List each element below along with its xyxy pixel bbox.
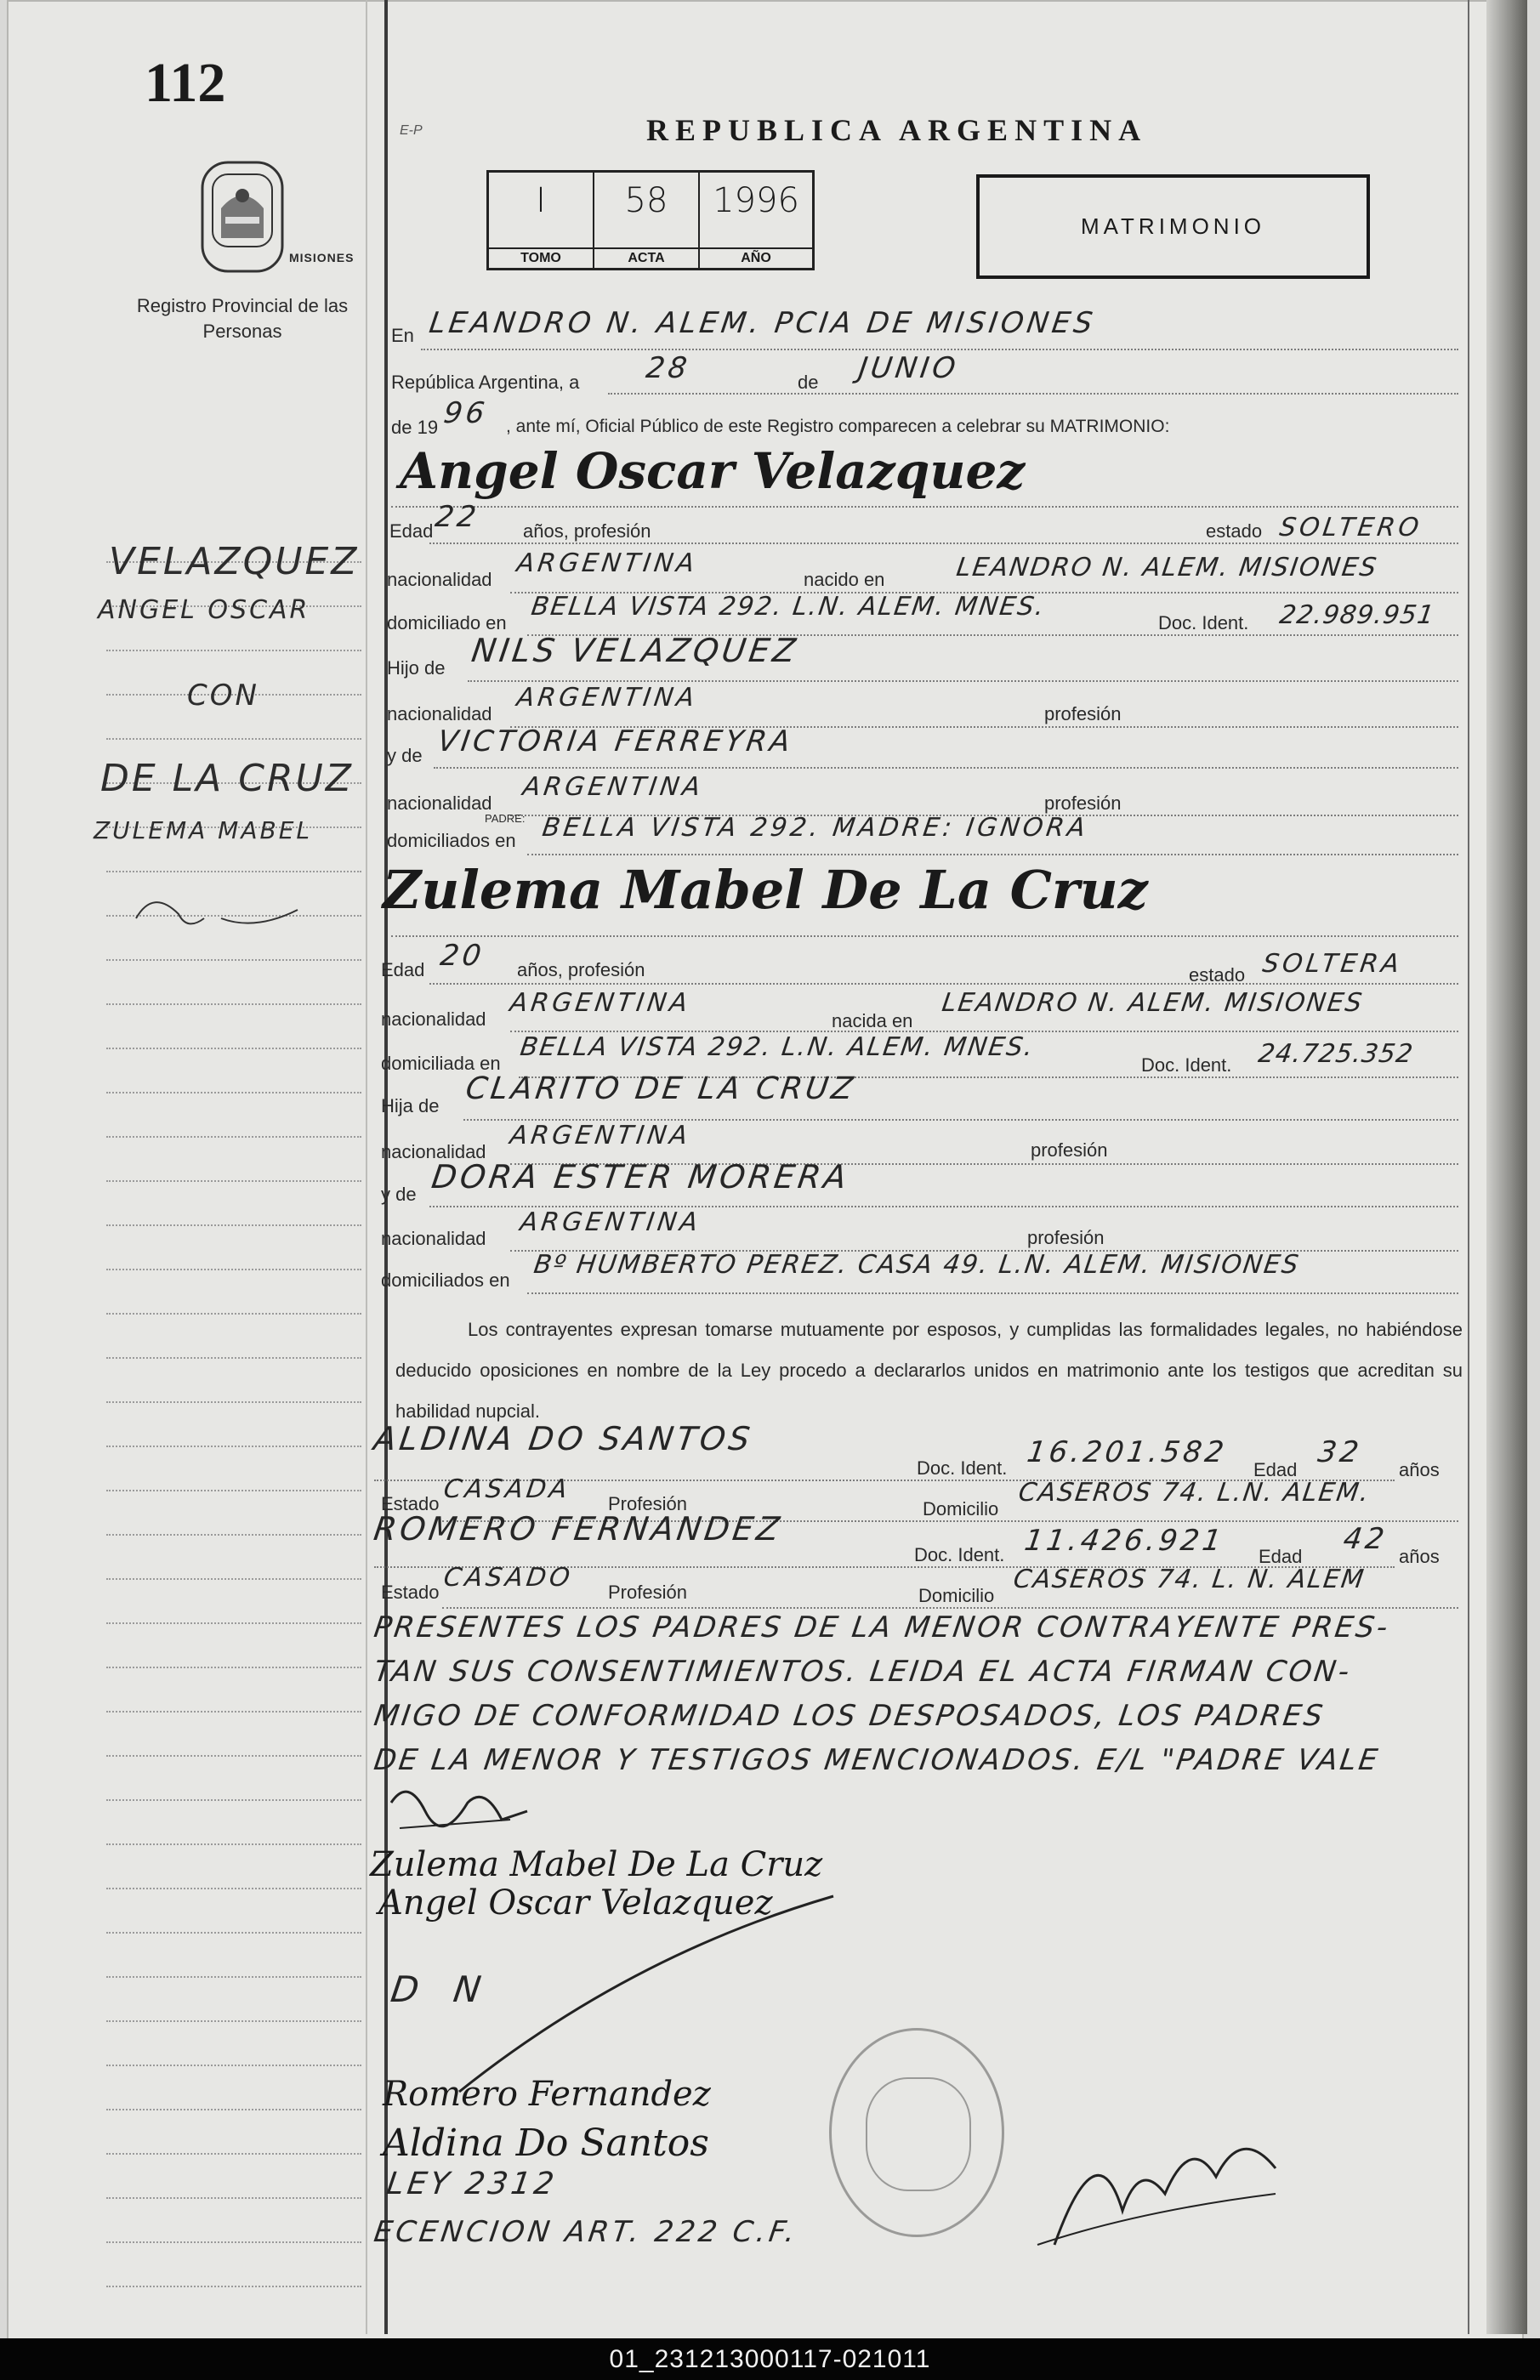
bride-nacionalidad: ARGENTINA (508, 988, 693, 1018)
margin-line (106, 1180, 361, 1182)
margin-line (106, 2197, 361, 2199)
witness2-domicilio-label: Domicilio (918, 1585, 995, 1606)
record-type: MATRIMONIO (1080, 213, 1266, 239)
margin-line (106, 2153, 361, 2155)
margin-line (106, 1048, 361, 1049)
witness2-anos-label: años (1399, 1546, 1440, 1567)
groom-mother-prof-label: profesión (1044, 792, 1122, 814)
witness1-doc: 16.201.582 (1025, 1435, 1230, 1469)
groom-nacido-label: nacido en (804, 569, 885, 590)
bride-anos-label: años, profesión (517, 959, 645, 980)
margin-flourish (128, 884, 332, 944)
margin-line (106, 1976, 361, 1978)
bride-edad: 20 (438, 939, 487, 973)
bride-mother-nac-label: nacionalidad (381, 1228, 486, 1249)
witness1-profesion-label: Profesión (608, 1493, 687, 1514)
groom-domicilio: BELLA VISTA 292. L.N. ALEM. MNES. (529, 592, 1048, 622)
bride-father-nac: ARGENTINA (508, 1121, 693, 1150)
margin-line (106, 1667, 361, 1668)
dotted-line (429, 983, 1458, 985)
bride-estado: SOLTERA (1260, 949, 1405, 979)
seal-label: MISIONES (289, 251, 355, 264)
margin-line (106, 1490, 361, 1491)
acta-value: 58 (624, 181, 668, 220)
groom-nacido: LEANDRO N. ALEM. MISIONES (954, 553, 1380, 582)
witness1-signature: Romero Fernandez (383, 2075, 711, 2114)
groom-doc-label: Doc. Ident. (1158, 612, 1249, 633)
dotted-line (527, 854, 1458, 855)
en-label: En (391, 325, 414, 346)
margin-line (106, 738, 361, 740)
witness1-estado-label: Estado (381, 1493, 440, 1514)
margin-line (106, 1843, 361, 1845)
acta-cell (594, 173, 700, 268)
witness1-domicilio-label: Domicilio (923, 1498, 999, 1519)
margin-line (106, 1799, 361, 1801)
margin-line (106, 2286, 361, 2287)
dotted-line (391, 935, 1458, 937)
dotted-line (468, 680, 1458, 682)
right-rule (1468, 0, 1469, 2334)
year-prefix: de 19 (391, 417, 439, 438)
margin-line (106, 1888, 361, 1889)
record-type-box (976, 174, 1370, 279)
bride-hija-label: Hija de (381, 1095, 440, 1116)
margin-line (106, 1534, 361, 1536)
tomo-label: TOMO (489, 247, 593, 268)
margin-surname-1: VELAZQUEZ (109, 540, 360, 583)
groom-parents-dom: BELLA VISTA 292. MADRE: IGNORA (540, 813, 1091, 843)
padre-note: PADRE: (485, 812, 526, 825)
official-stamp-icon (829, 2028, 1004, 2237)
margin-line (106, 1932, 361, 1934)
tomo-value: I (536, 181, 546, 220)
groom-hijo-label: Hijo de (387, 657, 446, 679)
bride-doc: 24.725.352 (1256, 1039, 1416, 1069)
margin-line (106, 2241, 361, 2243)
witness1-edad-label: Edad (1253, 1459, 1298, 1480)
bride-doc-label: Doc. Ident. (1141, 1054, 1232, 1076)
dotted-line (434, 767, 1458, 769)
groom-mother: VICTORIA FERREYRA (435, 724, 796, 758)
note-line-4: DE LA MENOR Y TESTIGOS MENCIONADOS. E/L "PADRE VALE (372, 1743, 1383, 1777)
signature-line-1: Zulema Mabel De La Cruz (370, 1845, 823, 1884)
stamp-inner (866, 2077, 971, 2191)
opening-place: LEANDRO N. ALEM. PCIA DE MISIONES (427, 306, 1099, 340)
margin-line (106, 1092, 361, 1093)
country-heading: REPUBLICA ARGENTINA (646, 113, 1148, 147)
bride-dom-label: domiciliada en (381, 1053, 501, 1074)
initials: D N (388, 1968, 496, 2010)
dotted-line (421, 349, 1458, 350)
bride-nac-label: nacionalidad (381, 1008, 486, 1030)
margin-line (106, 1755, 361, 1757)
tomo-cell (489, 173, 594, 268)
witness2-doc: 11.426.921 (1022, 1524, 1227, 1558)
exemption-note: ECENCION ART. 222 C.F. (372, 2215, 801, 2249)
margin-line (106, 871, 361, 872)
witness1-domicilio: CASEROS 74. L.N. ALEM. (1016, 1478, 1372, 1508)
witness2-edad-label: Edad (1259, 1546, 1303, 1567)
margin-given-1: ANGEL OSCAR (98, 595, 310, 625)
bride-father: CLARITO DE LA CRUZ (463, 1071, 859, 1106)
margin-line (106, 1357, 361, 1359)
margin-line (106, 1003, 361, 1005)
groom-parents-dom-label: domiciliados en (387, 830, 516, 851)
groom-doc: 22.989.951 (1277, 600, 1437, 630)
groom-father: NILS VELAZQUEZ (469, 632, 802, 669)
witness2-domicilio: CASEROS 74. L. N. ALEM (1011, 1565, 1367, 1594)
margin-line (106, 2065, 361, 2066)
margin-line (106, 1711, 361, 1713)
margin-surname-2: DE LA CRUZ (100, 757, 354, 800)
bride-signature: Zulema Mabel De La Cruz (383, 859, 1148, 921)
ano-value: 1996 (713, 181, 799, 220)
bride-parents-dom: Bº HUMBERTO PEREZ. CASA 49. L.N. ALEM. MISIONES (531, 1250, 1302, 1280)
witness1-edad: 32 (1316, 1435, 1365, 1469)
margin-line (106, 2109, 361, 2110)
dotted-line (429, 542, 1458, 544)
margin-line (106, 1401, 361, 1403)
bride-edad-label: Edad (381, 959, 425, 980)
groom-nac-label: nacionalidad (387, 569, 492, 590)
witness2-estado-label: Estado (381, 1582, 440, 1603)
groom-father-prof-label: profesión (1044, 703, 1122, 724)
groom-father-nac: ARGENTINA (514, 683, 700, 713)
signature-line-2: Angel Oscar Velazquez (378, 1883, 773, 1923)
bride-mother-prof-label: profesión (1027, 1227, 1105, 1248)
groom-estado: SOLTERO (1277, 513, 1424, 542)
witness2-estado: CASADO (441, 1563, 576, 1593)
law-reference: LEY 2312 (384, 2167, 560, 2201)
margin-line (106, 1136, 361, 1138)
provincial-seal-icon (196, 157, 289, 276)
footer-code: 01_231213000117-021011 (609, 2345, 931, 2373)
margin-line (106, 2020, 361, 2022)
witness1-doc-label: Doc. Ident. (917, 1457, 1008, 1479)
republica-label: República Argentina, a (391, 372, 580, 393)
registry-label: Registro Provincial de las Personas (136, 295, 349, 342)
acta-label: ACTA (594, 247, 698, 268)
margin-line (106, 1622, 361, 1624)
dotted-line (527, 1292, 1458, 1294)
bride-nacida-label: nacida en (832, 1010, 913, 1031)
groom-mother-nac-label: nacionalidad (387, 792, 492, 814)
groom-yde-label: y de (387, 745, 423, 766)
bride-nacida: LEANDRO N. ALEM. MISIONES (940, 988, 1366, 1018)
groom-mother-nac: ARGENTINA (520, 772, 706, 802)
bride-yde-label: y de (381, 1184, 417, 1205)
groom-edad-label: Edad (389, 520, 434, 542)
witness1-anos-label: años (1399, 1459, 1440, 1480)
bride-father-nac-label: nacionalidad (381, 1141, 486, 1162)
witness2-edad: 42 (1341, 1522, 1390, 1556)
witness1-estado: CASADA (441, 1474, 573, 1504)
note-line-2: TAN SUS CONSENTIMIENTOS. LEIDA EL ACTA FIRMAN CON- (372, 1655, 1354, 1689)
groom-estado-label: estado (1206, 520, 1263, 542)
corner-note: E-P (400, 123, 423, 138)
margin-line (106, 650, 361, 651)
witness2-signature: Aldina Do Santos (383, 2122, 709, 2165)
footer-bar (0, 2338, 1540, 2380)
margin-con: CON (187, 679, 259, 713)
margin-line (106, 959, 361, 961)
margin-line (106, 1313, 361, 1315)
bride-estado-label: estado (1189, 964, 1246, 986)
statement-content: Los contrayentes expresan tomarse mutuamente por esposos, y cumplidas las formalidades legales, no habiéndose deducido oposiciones en nombre de la Ley procedo a declararlos unidos en matrimonio ante los testigos que acreditan su habilidad nupcial. (395, 1319, 1463, 1422)
witness2-doc-label: Doc. Ident. (914, 1544, 1005, 1565)
ano-label: AÑO (700, 247, 812, 268)
bride-parents-dom-label: domiciliados en (381, 1270, 510, 1291)
de-label: de (798, 372, 819, 393)
groom-nacionalidad: ARGENTINA (514, 548, 700, 578)
groom-dom-label: domiciliado en (387, 612, 507, 633)
groom-father-nac-label: nacionalidad (387, 703, 492, 724)
bride-mother-nac: ARGENTINA (518, 1207, 703, 1237)
margin-given-2: ZULEMA MABEL (94, 816, 312, 844)
dotted-line (442, 1607, 1458, 1609)
page-edge (1486, 0, 1527, 2334)
bride-mother: DORA ESTER MORERA (429, 1158, 853, 1196)
year-suffix: 96 (441, 396, 491, 430)
margin-separator (366, 0, 367, 2334)
bride-domicilio: BELLA VISTA 292. L.N. ALEM. MNES. (518, 1032, 1037, 1062)
note-line-1: PRESENTES LOS PADRES DE LA MENOR CONTRAYENTE PRES- (372, 1610, 1393, 1644)
margin-line (106, 1224, 361, 1226)
margin-line (106, 1269, 361, 1270)
opening-day: 28 (644, 351, 693, 385)
groom-signature: Angel Oscar Velazquez (400, 442, 1026, 500)
margin-line (106, 1578, 361, 1580)
witness2-profesion-label: Profesión (608, 1582, 687, 1603)
witness2-name: ROMERO FERNANDEZ (371, 1510, 786, 1548)
statement-text (395, 1309, 1463, 1432)
dotted-line (608, 393, 1458, 395)
margin-line (106, 1446, 361, 1447)
page-number: 112 (145, 52, 226, 114)
dotted-line (391, 506, 1458, 508)
bride-father-prof-label: profesión (1031, 1139, 1108, 1161)
note-line-3: MIGO DE CONFORMIDAD LOS DESPOSADOS, LOS PADRES (372, 1699, 1327, 1733)
ano-cell (700, 173, 812, 268)
witness1-name: ALDINA DO SANTOS (371, 1420, 756, 1457)
record-number-box (486, 170, 815, 270)
groom-edad: 22 (433, 500, 482, 534)
groom-anos-label: años, profesión (523, 520, 651, 542)
opening-month: JUNIO (856, 351, 961, 385)
declaration-text: , ante mí, Oficial Público de este Registro comparecen a celebrar su MATRIMONIO: (506, 417, 1170, 436)
